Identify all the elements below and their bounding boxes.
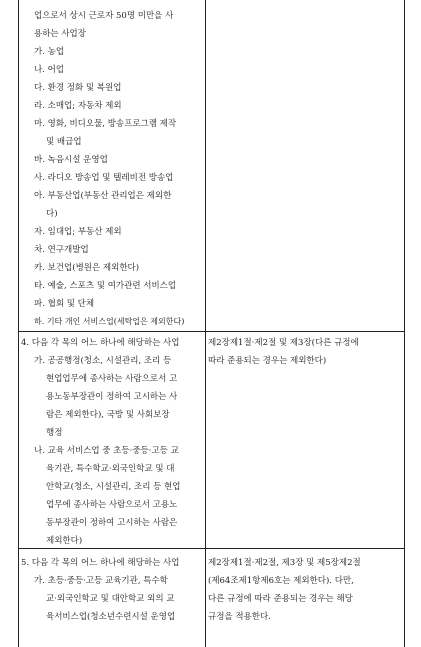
cell-text-line: 제2장제1절·제2절 및 제3장(다른 규정에	[208, 338, 359, 348]
cell-text-line: 자. 임대업; 부동산 제외	[34, 227, 122, 237]
cell-text-line: 육서비스업(청소년수련시설 운영업	[46, 612, 176, 622]
cell-text-line: 아. 부동산업(부동산 관리업은 제외한	[34, 191, 172, 201]
table-right-border	[404, 0, 405, 647]
cell-text-line: 동부장관이 정하여 고시하는 사람은	[46, 518, 178, 528]
cell-text-line: 규정을 적용한다.	[208, 612, 271, 622]
cell-text-line: 교·외국인학교 및 대안학교 외의 교	[46, 594, 175, 604]
cell-text-line: 다)	[46, 209, 58, 219]
cell-text-line: 마. 영화, 비디오물, 방송프로그램 제작	[34, 119, 177, 129]
cell-text-line: 가. 공공행정(청소, 시설관리, 조리 등	[34, 356, 172, 366]
cell-text-line: 사. 라디오 방송업 및 텔레비전 방송업	[34, 173, 174, 183]
cell-text-line: 업무에 종사하는 사람으로서 고용노	[46, 500, 178, 510]
cell-text-line: 다른 규정에 따라 준용되는 경우는 해당	[208, 594, 353, 604]
cell-text-line: 바. 녹음시설 운영업	[34, 155, 108, 165]
table-column-divider	[205, 0, 206, 647]
cell-text-line: (제64조제1항제6호는 제외한다). 다만,	[208, 576, 354, 586]
cell-text-line: 다. 환경 정화 및 복원업	[34, 83, 122, 93]
cell-text-line: 안학교(청소, 시설관리, 조리 등 현업	[46, 482, 181, 492]
cell-text-line: 용하는 사업장	[34, 29, 86, 39]
cell-text-line: 나. 교육 서비스업 중 초등·중등·고등 교	[34, 446, 179, 456]
cell-text-line: 업으로서 상시 근로자 50명 미만을 사	[34, 11, 174, 21]
cell-text-line: 가. 농업	[34, 47, 65, 57]
cell-text-line: 타. 예술, 스포츠 및 여가관련 서비스업	[34, 281, 177, 291]
row-divider	[18, 331, 404, 332]
cell-text-line: 제외한다)	[46, 536, 83, 546]
cell-text-line: 5. 다음 각 목의 어느 하나에 해당하는 사업	[21, 558, 180, 568]
cell-text-line: 및 배급업	[46, 137, 82, 147]
cell-text-line: 라. 소매업; 자동차 제외	[34, 101, 122, 111]
cell-text-line: 육기관, 특수학교·외국인학교 및 대	[46, 464, 175, 474]
cell-text-line: 따라 준용되는 경우는 제외한다)	[208, 356, 327, 366]
row-divider	[18, 548, 404, 549]
cell-text-line: 카. 보건업(병원은 제외한다)	[34, 263, 140, 273]
cell-text-line: 나. 어업	[34, 65, 65, 75]
cell-text-line: 용노동부장관이 정하여 고시하는 사	[46, 392, 178, 402]
cell-text-line: 제2장제1절·제2절, 제3장 및 제5장제2절	[208, 558, 361, 568]
cell-text-line: 하. 기타 개인 서비스업(세탁업은 제외한다)	[34, 317, 185, 326]
cell-text-line: 차. 연구개발업	[34, 245, 89, 255]
cell-text-line: 행정	[46, 428, 63, 438]
cell-text-line: 파. 협회 및 단체	[34, 299, 95, 309]
cell-text-line: 람은 제외한다), 국방 및 사회보장	[46, 410, 170, 420]
cell-text-line: 현업업무에 종사하는 사람으로서 고	[46, 374, 178, 384]
cell-text-line: 4. 다음 각 목의 어느 하나에 해당하는 사업	[21, 338, 180, 348]
cell-text-line: 가. 초등·중등·고등 교육기관, 특수학	[34, 576, 168, 586]
table-left-border	[18, 0, 19, 647]
